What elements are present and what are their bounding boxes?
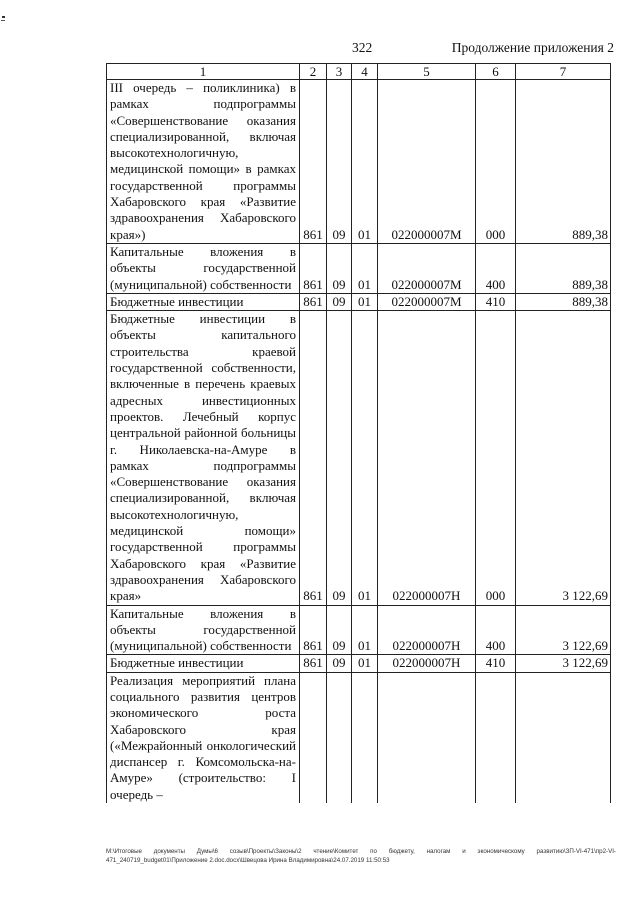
table-row — [107, 672, 611, 803]
continuation-label: Продолжение приложения 2 — [451, 40, 614, 55]
cell-code: 861 — [300, 293, 327, 310]
column-header: 1 — [107, 64, 300, 80]
table-header-row — [107, 64, 611, 80]
row-description: Реализация мероприятий плана социального развития центров экономического роста Хабаровского края («Межрайонный онкологический диспансер г. Комсомольска-на-Амуре» (строительство: I очередь – — [107, 672, 300, 803]
cell-section: 09 — [327, 655, 352, 672]
column-header: 3 — [327, 64, 352, 80]
cell-subsection: 01 — [352, 605, 378, 655]
cell-section: 09 — [327, 605, 352, 655]
cell-subsection — [352, 672, 378, 803]
table-row — [107, 605, 611, 655]
cell-target-article: 022000007Н — [378, 655, 476, 672]
cell-expense-type: 000 — [476, 311, 516, 605]
cell-expense-type: 000 — [476, 80, 516, 244]
budget-table — [106, 63, 611, 803]
cell-amount: 3 122,69 — [516, 311, 611, 605]
cell-subsection: 01 — [352, 311, 378, 605]
cell-code: 861 — [300, 243, 327, 293]
cell-amount: 3 122,69 — [516, 605, 611, 655]
cell-amount: 3 122,69 — [516, 655, 611, 672]
column-header: 5 — [378, 64, 476, 80]
cell-section: 09 — [327, 311, 352, 605]
cell-expense-type: 410 — [476, 655, 516, 672]
cell-expense-type — [476, 672, 516, 803]
cell-code: 861 — [300, 605, 327, 655]
cell-subsection: 01 — [352, 655, 378, 672]
table-row — [107, 311, 611, 605]
cell-target-article — [378, 672, 476, 803]
cell-amount: 889,38 — [516, 293, 611, 310]
row-description: Бюджетные инвестиции — [107, 293, 300, 310]
row-description: Капитальные вложения в объекты государственной (муниципальной) собственности — [107, 605, 300, 655]
cell-target-article: 022000007Н — [378, 605, 476, 655]
cell-code: 861 — [300, 311, 327, 605]
cell-amount — [516, 672, 611, 803]
cell-subsection: 01 — [352, 243, 378, 293]
row-description: Бюджетные инвестиции — [107, 655, 300, 672]
cell-target-article: 022000007М — [378, 80, 476, 244]
page-number: 322 — [352, 40, 373, 55]
cell-target-article: 022000007М — [378, 293, 476, 310]
column-header: 6 — [476, 64, 516, 80]
cell-amount: 889,38 — [516, 80, 611, 244]
table-row — [107, 293, 611, 310]
cell-amount: 889,38 — [516, 243, 611, 293]
cell-section — [327, 672, 352, 803]
cell-expense-type: 410 — [476, 293, 516, 310]
margin-mark — [2, 16, 5, 18]
cell-subsection: 01 — [352, 293, 378, 310]
cell-target-article: 022000007Н — [378, 311, 476, 605]
cell-code — [300, 672, 327, 803]
table-row — [107, 243, 611, 293]
table-row — [107, 80, 611, 244]
column-header: 2 — [300, 64, 327, 80]
cell-section: 09 — [327, 80, 352, 244]
margin-mark — [1, 20, 5, 21]
column-header: 7 — [516, 64, 611, 80]
row-description: Капитальные вложения в объекты государственной (муниципальной) собственности — [107, 243, 300, 293]
cell-expense-type: 400 — [476, 243, 516, 293]
cell-code: 861 — [300, 655, 327, 672]
row-description: Бюджетные инвестиции в объекты капитального строительства краевой государственной собственности, включенные в перечень краевых адресных инвестиционных проектов. Лечебный корпус центральной районной больницы г. Николаевска-на-Амуре в рамках подпрограммы «Совершенствование оказания специализированной, включая высокотехнологичную, медицинской помощи» государственной программы Хабаровского края «Развитие здравоохранения Хабаровского края» — [107, 311, 300, 605]
cell-expense-type: 400 — [476, 605, 516, 655]
file-path-footer: M:\Итоговые документы Думы\6 созыв\Проекты\Законы\2 чтение\Комитет по бюджету, налогам и экономическому развитию\ЗП-VI-471\пр2-VI-471_240719_budget01\Приложение 2.doc.docx\Швецова Ирина Владимировна\24.07.2019 11:50:53 — [106, 848, 616, 864]
cell-subsection: 01 — [352, 80, 378, 244]
row-description: III очередь – поликлиника) в рамках подпрограммы «Совершенствование оказания специализированной, включая высокотехнологичную, медицинской помощи» в рамках государственной программы Хабаровского края «Развитие здравоохранения Хабаровского края») — [107, 80, 300, 244]
cell-section: 09 — [327, 293, 352, 310]
column-header: 4 — [352, 64, 378, 80]
cell-code: 861 — [300, 80, 327, 244]
cell-target-article: 022000007М — [378, 243, 476, 293]
cell-section: 09 — [327, 243, 352, 293]
table-row — [107, 655, 611, 672]
page-header — [106, 40, 614, 60]
